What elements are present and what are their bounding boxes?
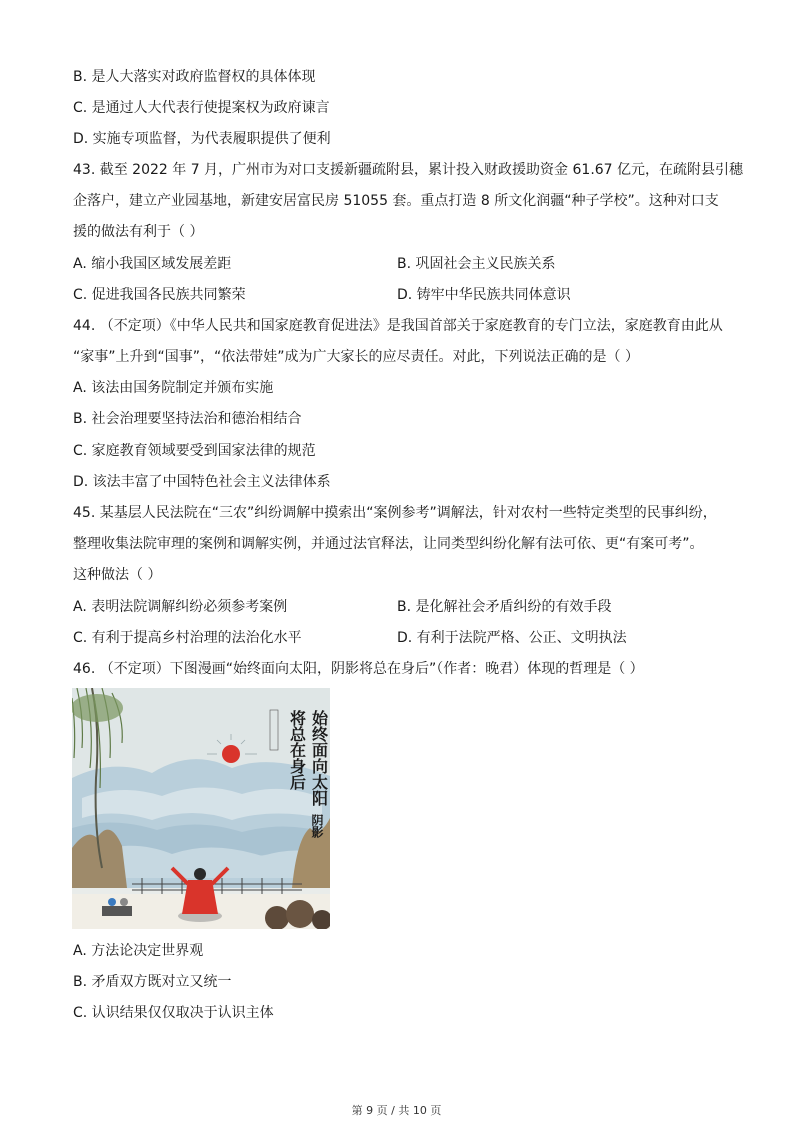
q44-option-b: B. 社会治理要坚持法治和德治相结合 (73, 411, 302, 427)
q42-option-c: C. 是通过人大代表行使提案权为政府谏言 (73, 100, 330, 116)
q43-stem-line-1: 43. 截至 2022 年 7 月，广州市为对口支援新疆疏附县，累计投入财政援助资金 61.67 亿元，在疏附县引穗 (73, 162, 744, 178)
comic-object-gray (120, 898, 128, 906)
q44-stem-line-1: 44. （不定项）《中华人民共和国家庭教育促进法》是我国首部关于家庭教育的专门立法，家庭教育由此从 (73, 318, 723, 334)
comic-caption-col3: 将总在身后 (287, 710, 307, 790)
page-footer: 第 9 页 / 共 10 页 (351, 1104, 442, 1117)
comic-figure-head (194, 868, 206, 880)
comic-illustration (72, 688, 330, 929)
comic-object-blue (108, 898, 116, 906)
q45-option-d: D. 有利于法院严格、公正、文明执法 (397, 630, 627, 646)
q44-option-c: C. 家庭教育领域要受到国家法律的规范 (73, 443, 316, 459)
comic-sun (222, 745, 240, 763)
q45-stem-line-1: 45. 某基层人民法院在“三农”纠纷调解中摸索出“案例参考”调解法，针对农村一些特定类型的民事纠纷， (73, 505, 717, 521)
q44-option-d: D. 该法丰富了中国特色社会主义法律体系 (73, 474, 331, 490)
comic-caption-col1: 始终面向太阳 (309, 710, 329, 806)
q45-option-a: A. 表明法院调解纠纷必须参考案例 (73, 599, 288, 615)
comic-willow-leaves (72, 694, 123, 722)
q46-option-c: C. 认识结果仅仅取决于认识主体 (73, 1005, 274, 1021)
q44-stem-line-2: “家事”上升到“国事”，“依法带娃”成为广大家长的应尽责任。对此，下列说法正确的是（ ） (73, 349, 639, 365)
comic-bush-2 (286, 900, 314, 928)
q45-stem-line-2: 整理收集法院审理的案例和调解实例，并通过法官释法，让同类型纠纷化解有法可依、更“有案可考”。 (73, 536, 704, 552)
comic-bush-1 (265, 906, 289, 929)
q42-option-d: D. 实施专项监督，为代表履职提供了便利 (73, 131, 331, 147)
q43-option-d: D. 铸牢中华民族共同体意识 (397, 287, 571, 303)
comic-figure-robe (182, 880, 218, 914)
q45-stem-line-3: 这种做法（ ） (73, 567, 162, 583)
q45-option-c: C. 有利于提高乡村治理的法治化水平 (73, 630, 302, 646)
q45-option-b: B. 是化解社会矛盾纠纷的有效手段 (397, 599, 612, 615)
q44-option-a: A. 该法由国务院制定并颁布实施 (73, 380, 274, 396)
q46-option-a: A. 方法论决定世界观 (73, 943, 204, 959)
q43-option-b: B. 巩固社会主义民族关系 (397, 256, 556, 272)
comic-table (102, 906, 132, 916)
q43-option-c: C. 促进我国各民族共同繁荣 (73, 287, 246, 303)
q43-stem-line-3: 援的做法有利于（ ） (73, 224, 204, 240)
q43-stem-line-2: 企落户，建立产业园基地，新建安居富民房 51055 套。重点打造 8 所文化润疆“种子学校”。这种对口支 (73, 193, 719, 209)
comic-caption-col2: 阴影 (310, 814, 324, 838)
q46-option-b: B. 矛盾双方既对立又统一 (73, 974, 232, 990)
q46-stem: 46. （不定项）下图漫画“始终面向太阳，阴影将总在身后”（作者：晚君）体现的哲理是（ ） (73, 661, 644, 677)
q43-option-a: A. 缩小我国区域发展差距 (73, 256, 232, 272)
q42-option-b: B. 是人大落实对政府监督权的具体体现 (73, 69, 316, 85)
